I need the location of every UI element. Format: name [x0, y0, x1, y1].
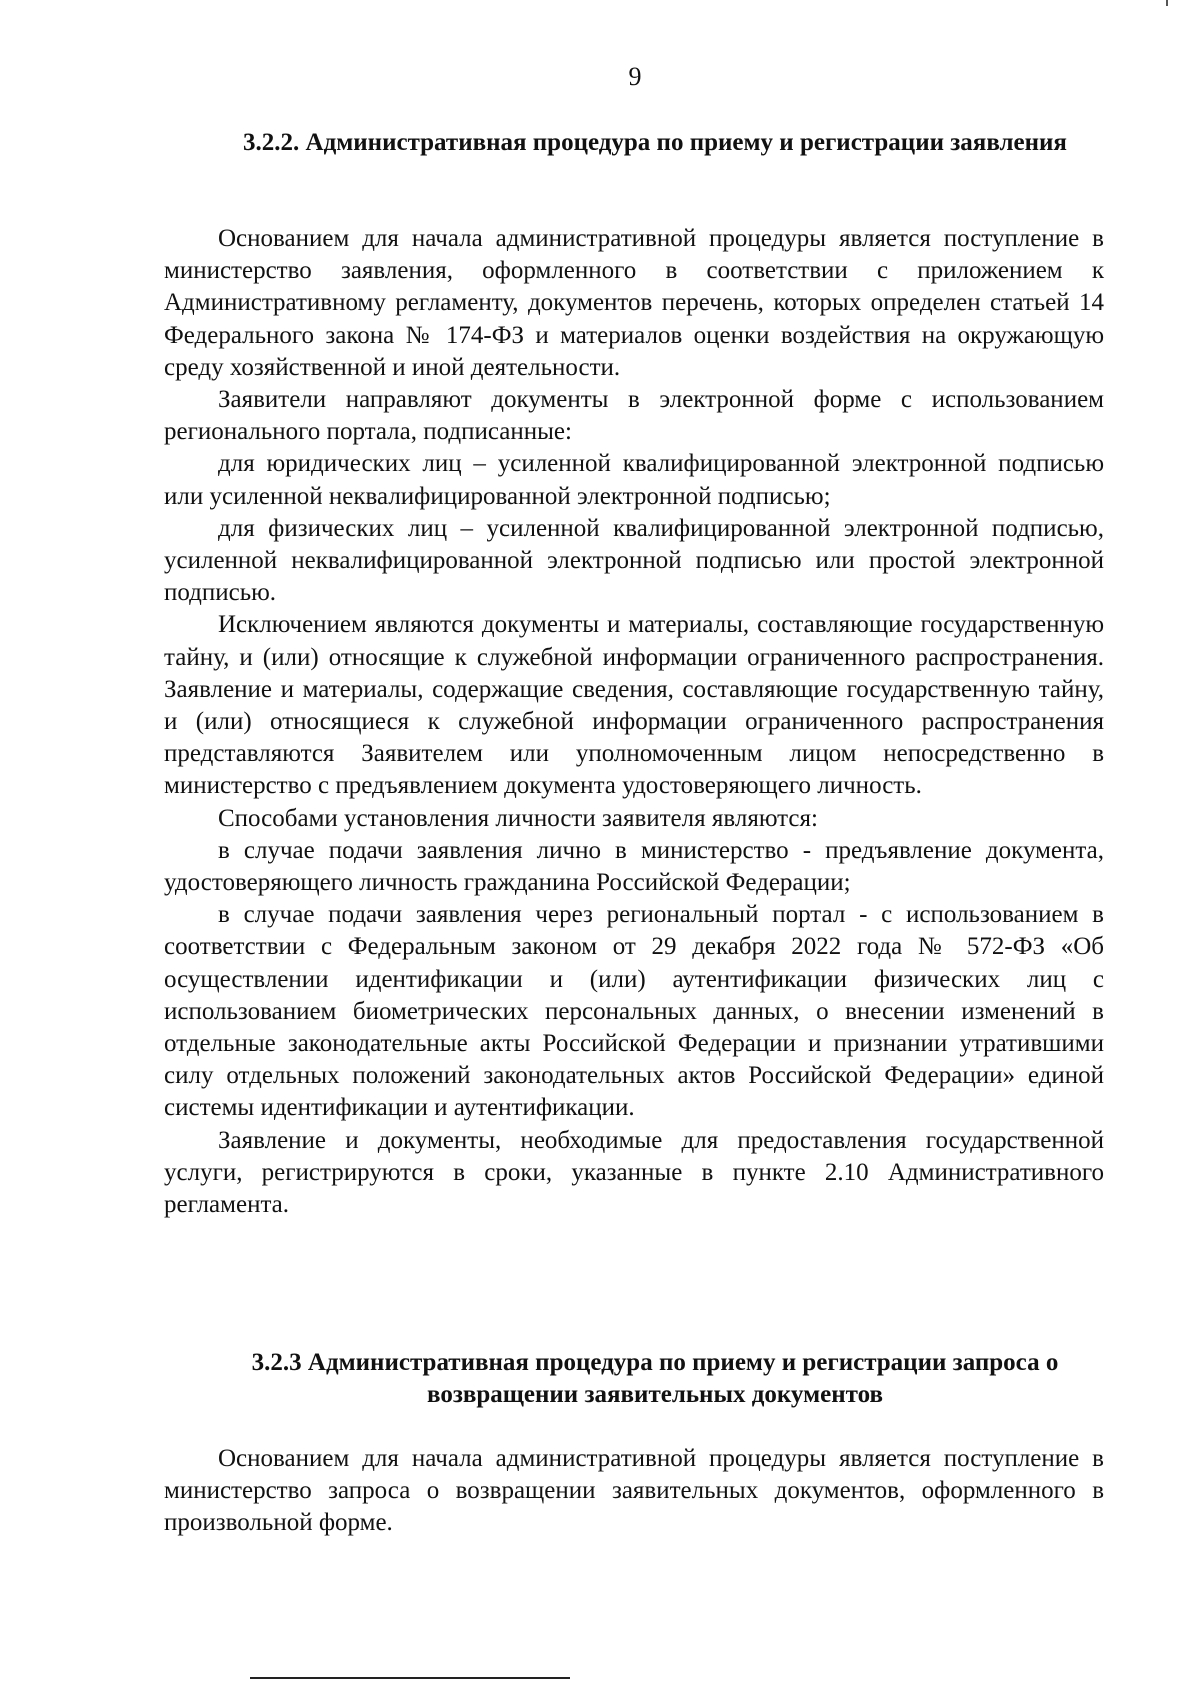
paragraph: для физических лиц – усиленной квалифицированной электронной подписью, усиленной неквалифицированной электронной подписью или простой электронной подписью. — [164, 514, 1104, 607]
paragraph: Заявление и документы, необходимые для предоставления государственной услуги, регистрируются в сроки, указанные в пункте 2.10 Административного регламента. — [164, 1126, 1104, 1219]
paragraph: Исключением являются документы и материалы, составляющие государственную тайну, и (или) относящие к служебной информации ограниченного распространения. Заявление и материалы, содержащие сведения, составляющие государственную тайну, и (или) относящиеся к служебной информации ограниченного распространения представляются Заявителем или уполномоченным лицом непосредственно в министерство с предъявлением документа удостоверяющего личность. — [164, 611, 1104, 800]
section-heading-3-2-2: 3.2.2. Административная процедура по приему и регистрации заявления — [243, 129, 1067, 156]
scan-mark — [1166, 0, 1168, 6]
paragraph: в случае подачи заявления через региональный портал - с использованием в соответствии с Федеральным законом от 29 декабря 2022 года № 572-ФЗ «Об осуществлении идентификации и (или) аутентификации физических лиц с использованием биометрических персональных данных, о внесении изменений в отдельные законодательные акты Российской Федерации и признании утратившими силу отдельных положений законодательных актов Российской Федерации» единой системы идентификации и аутентификации. — [164, 901, 1104, 1122]
section-heading-3-2-3: 3.2.3 Административная процедура по приему и регистрации запроса о возвращении заявительных документов — [251, 1349, 1059, 1408]
paragraph: Основанием для начала административной процедуры является поступление в министерство запроса о возвращении заявительных документов, оформленного в произвольной форме. — [164, 1445, 1104, 1537]
page-number: 9 — [628, 62, 642, 91]
paragraph: в случае подачи заявления лично в министерство - предъявление документа, удостоверяющего личность гражданина Российской Федерации; — [164, 836, 1104, 897]
paragraph: Заявители направляют документы в электронной форме с использованием регионального портала, подписанные: — [164, 386, 1104, 446]
paragraph: Основанием для начала административной процедуры является поступление в министерство заявления, оформленного в соответствии с приложением к Административному регламенту, документов перечень, которых определен статьей 14 Федерального закона № 174-ФЗ и материалов оценки воздействия на окружающую среду хозяйственной и иной деятельности. — [164, 225, 1104, 381]
paragraph: Способами установления личности заявителя являются: — [218, 804, 818, 832]
section-body-3-2-2 — [164, 223, 1104, 1221]
section-body-3-2-3 — [164, 1443, 1104, 1540]
footnote-rule — [250, 1677, 570, 1679]
paragraph: для юридических лиц – усиленной квалифицированной электронной подписью или усиленной неквалифицированной электронной подписью; — [164, 450, 1104, 510]
